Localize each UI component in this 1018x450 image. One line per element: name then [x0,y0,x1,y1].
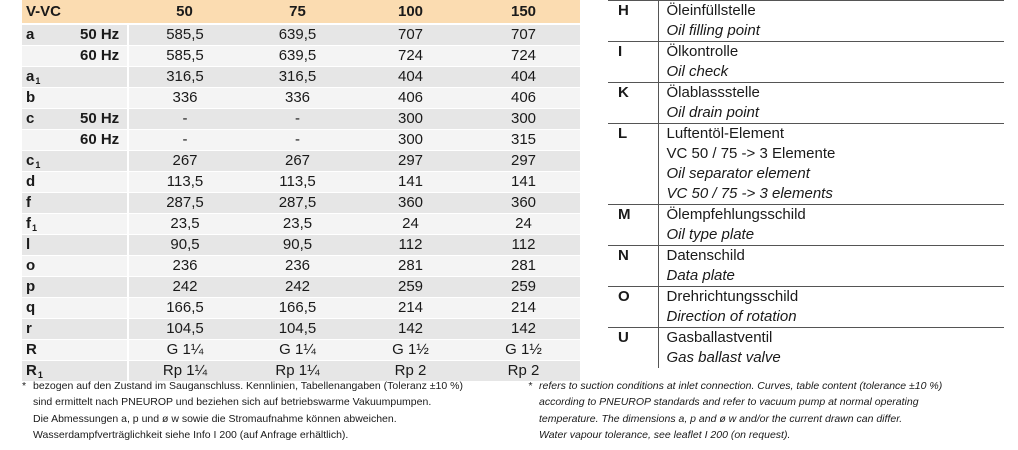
row-symbol-letter: q [26,299,36,316]
header-cell-size: 150 [467,0,580,24]
table-cell: 404 [467,67,580,88]
table-row [22,193,580,214]
table-row [22,172,580,193]
table-cell: 297 [354,151,467,172]
table-cell: 267 [128,151,241,172]
legend-text-english: Oil drain point [666,104,760,121]
table-cell: 259 [354,277,467,298]
table-cell: 90,5 [241,235,354,256]
legend-text-german: Ölempfehlungsschild [666,206,806,223]
table-cell: 242 [128,277,241,298]
table-cell: 360 [354,193,467,214]
row-symbol-subscript: 1 [37,369,43,380]
table-cell: 281 [354,256,467,277]
header-cell-model: V-VC [22,0,78,24]
table-cell: 23,5 [241,214,354,235]
row-symbol-letter: a [26,67,35,85]
row-symbol [22,88,78,109]
table-row [22,340,580,361]
table-cell: 214 [354,298,467,319]
table-cell: 724 [354,46,467,67]
row-symbol-subscript: 1 [35,159,41,170]
legend-text-german: Ölablassstelle [666,84,760,101]
legend-text-english: Gas ballast valve [666,349,781,366]
table-row [22,24,580,46]
legend-row [608,1,1004,42]
footnote-line: sind ermittelt nach PNEUROP und beziehen sich auf betriebswarme Vakuumpumpen. [33,396,432,409]
row-symbol-letter: f [26,194,31,211]
footnote-line: Water vapour tolerance, see leaflet I 200 (on request). [539,428,791,441]
table-row [22,46,580,67]
footnote-english [528,378,1008,443]
table-header-row [22,0,580,24]
table-cell: Rp 1¼ [241,361,354,382]
table-cell: 142 [354,319,467,340]
table-row [22,67,580,88]
row-symbol [22,67,78,88]
footnote-text [539,378,1008,443]
row-symbol [22,277,78,298]
legend-key: N [608,246,658,287]
table-cell: 300 [354,109,467,130]
table-cell: - [241,109,354,130]
table-cell: 585,5 [128,46,241,67]
table-cell: 24 [354,214,467,235]
table-cell: 404 [354,67,467,88]
row-symbol [22,151,78,172]
table-cell: 406 [354,88,467,109]
table-cell: Rp 2 [354,361,467,382]
footnote-line: temperature. The dimensions a, p and ø w and/or the current drawn can differ. [539,412,903,425]
table-cell: 287,5 [241,193,354,214]
row-symbol [22,298,78,319]
footnote-asterisk: * [22,380,27,392]
row-frequency [78,319,128,340]
legend-text-english: Oil separator element [666,165,810,182]
table-row [22,277,580,298]
table-cell: 724 [467,46,580,67]
table-cell: 336 [241,88,354,109]
row-frequency [78,67,128,88]
footnote-line: according to PNEUROP standards and refer to vacuum pump at normal operating [539,396,919,409]
legend-text-german: Drehrichtungsschild [666,288,799,305]
legend-key: I [608,42,658,83]
row-symbol-letter: c [26,151,35,169]
table-cell: 236 [128,256,241,277]
table-cell: G 1¼ [241,340,354,361]
legend-text-german: Gasballastventil [666,329,773,346]
row-symbol [22,24,78,46]
table-cell: 300 [467,109,580,130]
table-cell: G 1¼ [128,340,241,361]
row-symbol-letter: a [26,26,35,43]
footnote-line: Wasserdampfverträglichkeit siehe Info I 200 (auf Anfrage erhältlich). [33,428,349,441]
row-frequency [78,277,128,298]
row-frequency [78,298,128,319]
row-frequency: 50 Hz [78,24,128,46]
legend-key: K [608,83,658,124]
legend-text-german: Luftentöl-Element [666,125,785,142]
legend-text-german: Öleinfüllstelle [666,2,756,19]
table-cell: 360 [467,193,580,214]
table-cell: - [128,109,241,130]
table-cell: 316,5 [128,67,241,88]
legend-key: U [608,328,658,369]
row-symbol [22,130,78,151]
row-frequency [78,214,128,235]
table-cell: 112 [467,235,580,256]
table-cell: 316,5 [241,67,354,88]
row-symbol [22,340,78,361]
footnote-line: bezogen auf den Zustand im Sauganschluss. Kennlinien, Tabellenangaben (Toleranz ±10 %) [33,380,463,392]
table-cell: 214 [467,298,580,319]
table-cell: 166,5 [128,298,241,319]
legend-text-german: VC 50 / 75 -> 3 Elemente [666,145,836,162]
table-cell: 23,5 [128,214,241,235]
table-cell: 287,5 [128,193,241,214]
legend-row [608,124,1004,205]
legend-text-english: Oil type plate [666,226,755,243]
table-cell: 113,5 [241,172,354,193]
table-cell: - [128,130,241,151]
table-cell: 166,5 [241,298,354,319]
header-cell-size: 50 [128,0,241,24]
table-cell: 315 [467,130,580,151]
table-cell: G 1½ [354,340,467,361]
table-cell: 142 [467,319,580,340]
legend-key: O [608,287,658,328]
row-symbol [22,214,78,235]
table-cell: 707 [354,24,467,46]
row-symbol-letter: d [26,173,36,190]
dimension-table [22,0,580,382]
legend-key: H [608,1,658,42]
table-cell: 267 [241,151,354,172]
footnote-line: refers to suction conditions at inlet connection. Curves, table content (tolerance ±10 %) [539,380,943,392]
legend-key: M [608,205,658,246]
row-symbol [22,193,78,214]
legend-description [658,328,1004,369]
row-frequency [78,88,128,109]
row-frequency [78,193,128,214]
table-cell: 113,5 [128,172,241,193]
legend-description [658,205,1004,246]
row-frequency [78,235,128,256]
row-frequency [78,340,128,361]
row-frequency [78,172,128,193]
table-body [22,24,580,382]
table-row [22,88,580,109]
table-cell: 297 [467,151,580,172]
row-frequency: 50 Hz [78,109,128,130]
row-frequency: 60 Hz [78,46,128,67]
table-cell: 236 [241,256,354,277]
legend-row [608,205,1004,246]
table-cell: - [241,130,354,151]
legend-key: L [608,124,658,205]
table-row [22,130,580,151]
table-cell: 112 [354,235,467,256]
table-cell: 104,5 [241,319,354,340]
footnote-asterisk: * [528,380,533,392]
table-row [22,109,580,130]
table-cell: 141 [467,172,580,193]
legend-row [608,246,1004,287]
row-symbol [22,46,78,67]
legend-text-english: Direction of rotation [666,308,797,325]
table-cell: 300 [354,130,467,151]
legend-body [608,1,1004,369]
table-row [22,298,580,319]
row-symbol-letter: f [26,214,31,232]
row-frequency: 60 Hz [78,130,128,151]
table-row [22,214,580,235]
row-symbol-letter: o [26,257,36,274]
table-cell: 24 [467,214,580,235]
table-row [22,151,580,172]
table-cell: 281 [467,256,580,277]
legend-description [658,1,1004,42]
legend-text-english: Oil filling point [666,22,760,39]
table-cell: 259 [467,277,580,298]
row-symbol [22,319,78,340]
legend-row [608,328,1004,369]
footnote-line: Die Abmessungen a, p und ø w sowie die Stromaufnahme können abweichen. [33,412,397,425]
legend-description [658,246,1004,287]
header-cell-size: 75 [241,0,354,24]
row-symbol [22,235,78,256]
table-cell: 336 [128,88,241,109]
row-symbol-subscript: 1 [35,75,41,86]
legend-text-english: VC 50 / 75 -> 3 elements [666,185,833,202]
row-symbol-letter: p [26,278,36,295]
legend-text-german: Ölkontrolle [666,43,739,60]
row-symbol-subscript: 1 [32,222,38,233]
table-row [22,319,580,340]
row-symbol [22,109,78,130]
row-symbol [22,172,78,193]
row-symbol-letter: r [26,320,32,337]
row-symbol-letter: c [26,110,35,127]
legend-description [658,287,1004,328]
legend-text-english: Oil check [666,63,729,80]
legend-text-german: Datenschild [666,247,745,264]
row-symbol-letter: b [26,89,36,106]
table-row [22,235,580,256]
legend-row [608,287,1004,328]
header-cell-size: 100 [354,0,467,24]
legend-text-english: Data plate [666,267,735,284]
header-cell-frequency [78,0,128,24]
table-cell: 141 [354,172,467,193]
table-cell: 90,5 [128,235,241,256]
legend-row [608,42,1004,83]
table-cell: 585,5 [128,24,241,46]
table-cell: 104,5 [128,319,241,340]
table-cell: Rp 2 [467,361,580,382]
row-frequency [78,256,128,277]
table-cell: Rp 1¼ [128,361,241,382]
table-cell: 406 [467,88,580,109]
footnote-german [22,378,502,443]
row-symbol-letter: R [26,341,37,358]
legend-row [608,83,1004,124]
legend-table [608,0,1004,368]
legend-description [658,42,1004,83]
table-cell: 639,5 [241,46,354,67]
row-symbol-letter: R [26,361,37,379]
legend-description [658,83,1004,124]
table-cell: 639,5 [241,24,354,46]
row-frequency [78,151,128,172]
row-symbol [22,256,78,277]
table-cell: 707 [467,24,580,46]
table-cell: G 1½ [467,340,580,361]
table-cell: 242 [241,277,354,298]
table-row [22,256,580,277]
footnote-text [33,378,502,443]
row-symbol-letter: l [26,236,31,253]
legend-description [658,124,1004,205]
